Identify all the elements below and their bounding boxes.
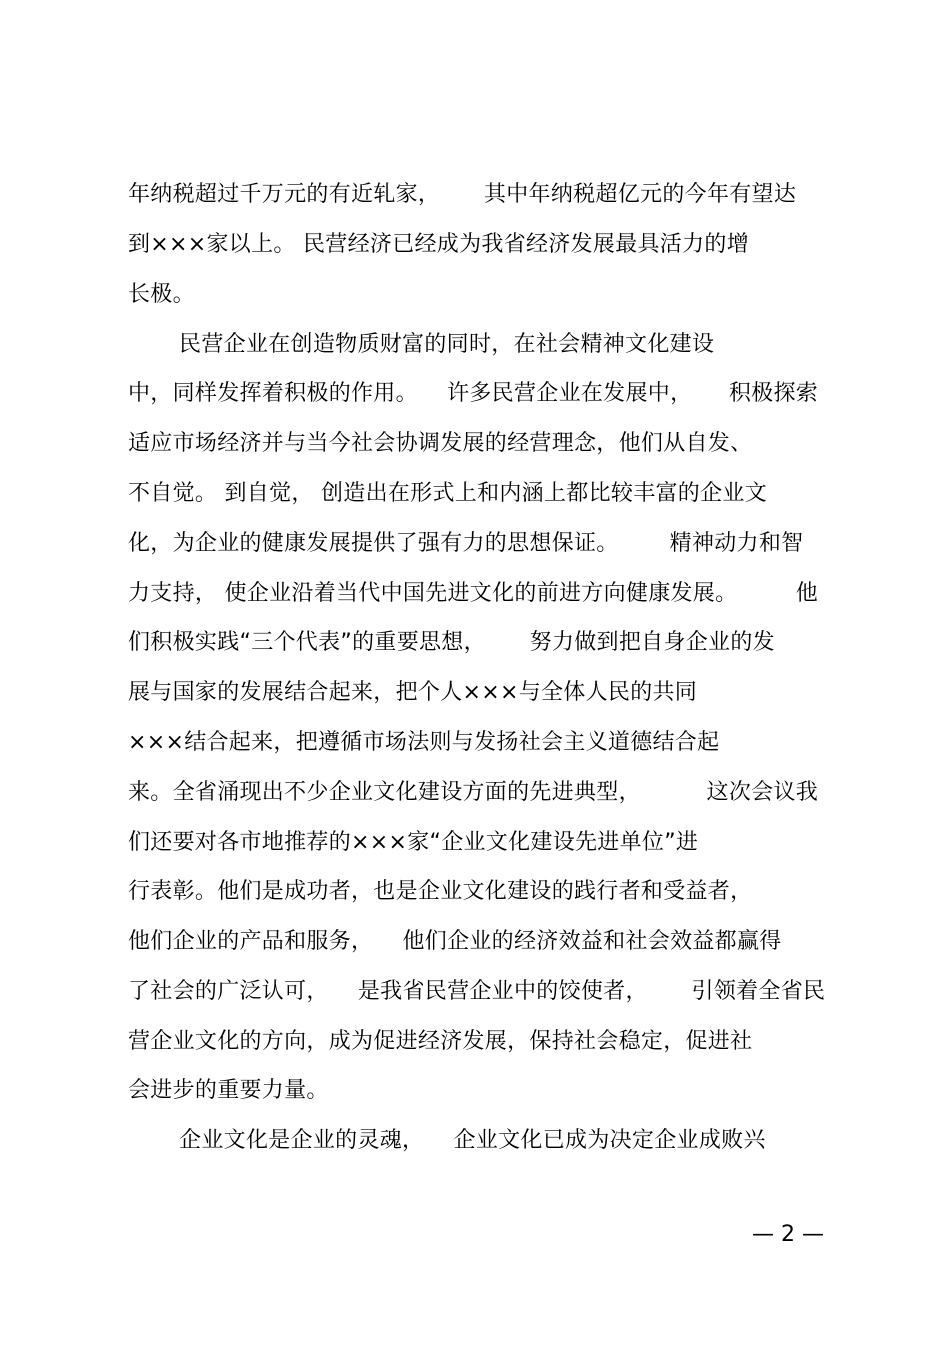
text-line-20: 企业文化是企业的灵魂， 企业文化已成为决定企业成败兴 bbox=[128, 1128, 766, 1153]
text-line-7: 不自觉。 到自觉， 创造出在形式上和内涵上都比较丰富的企业文 bbox=[128, 481, 767, 506]
text-line-2: 到×××家以上。 民营经济已经成为我省经济发展最具活力的增 bbox=[128, 232, 749, 257]
text-line-9: 力支持， 使企业沿着当代中国先进文化的前进方向健康发展。 他 bbox=[128, 581, 819, 606]
text-line-8: 化，为企业的健康发展提供了强有力的思想保证。 精神动力和智 bbox=[128, 531, 804, 556]
text-line-15: 行表彰。他们是成功者，也是企业文化建设的践行者和受益者， bbox=[128, 879, 753, 904]
text-line-14: 们还要对各市地推荐的×××家“企业文化建设先进单位”进 bbox=[128, 830, 699, 855]
text-line-11: 展与国家的发展结合起来，把个人×××与全体人民的共同 bbox=[128, 680, 698, 705]
text-line-4: 民营企业在创造物质财富的同时，在社会精神文化建设 bbox=[128, 332, 715, 357]
text-line-18: 营企业文化的方向，成为促进经济发展，保持社会稳定，促进社 bbox=[128, 1029, 753, 1054]
text-line-3: 长极。 bbox=[128, 282, 195, 307]
text-line-10: 们积极实践“三个代表”的重要思想， 努力做到把自身企业的发 bbox=[128, 630, 775, 655]
text-line-17: 了社会的广泛认可， 是我省民营企业中的饺使者， 引领着全省民 bbox=[128, 979, 826, 1004]
text-line-5: 中，同样发挥着积极的作用。 许多民营企业在发展中， 积极探索 bbox=[128, 381, 819, 406]
text-line-19: 会进步的重要力量。 bbox=[128, 1078, 329, 1103]
text-line-12: ×××结合起来，把遵循市场法则与发扬社会主义道德结合起 bbox=[128, 730, 720, 755]
page-number: — 2 — bbox=[752, 1222, 824, 1247]
text-line-16: 他们企业的产品和服务， 他们企业的经济效益和社会效益都赢得 bbox=[128, 929, 782, 954]
text-line-13: 来。全省涌现出不少企业文化建设方面的先进典型， 这次会议我 bbox=[128, 780, 819, 805]
text-line-1: 年纳税超过千万元的有近轧家， 其中年纳税超亿元的今年有望达 bbox=[128, 182, 797, 207]
text-line-6: 适应市场经济并与当今社会协调发展的经营理念，他们从自发、 bbox=[128, 431, 753, 456]
